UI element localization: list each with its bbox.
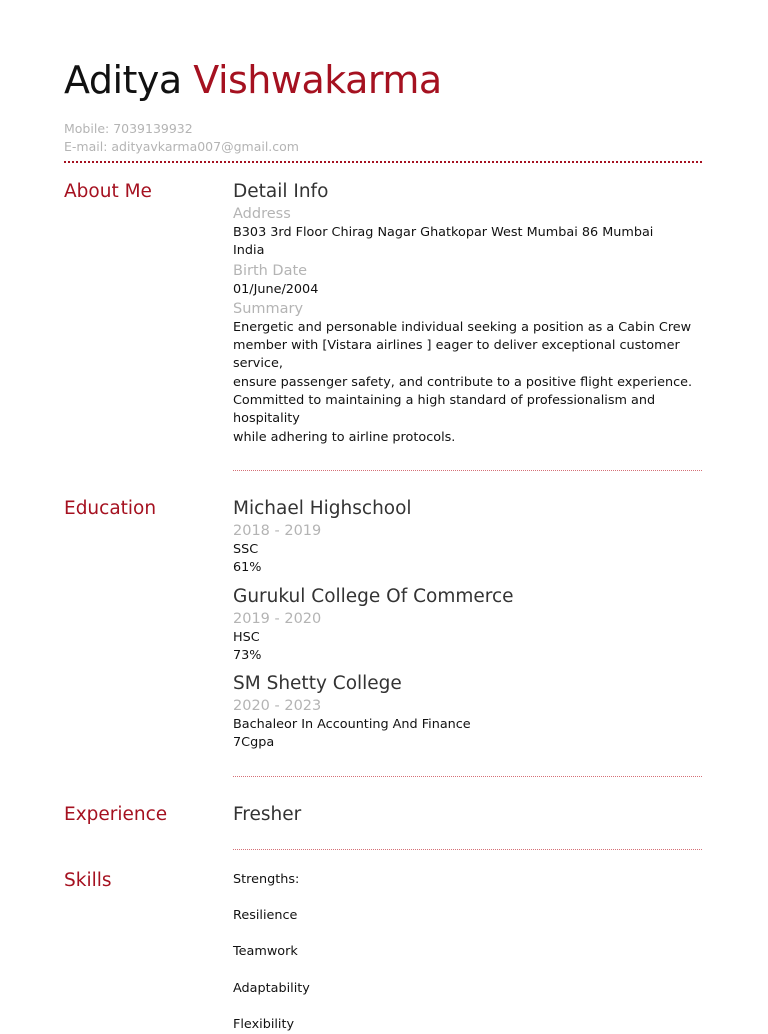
education-entry [233,497,702,578]
education-section [64,497,702,753]
mobile-number: Mobile: 7039139932 [64,121,193,136]
experience-section [64,803,702,827]
candidate-name [64,56,702,104]
about-title: About Me [64,181,152,202]
header-divider [64,161,702,163]
first-name: Aditya [64,58,182,102]
email-address: E-mail: adityavkarma007@gmail.com [64,139,299,154]
experience-divider [233,849,702,850]
skill-item: Strengths: [233,871,300,887]
summary-line: while adhering to airline protocols. [233,429,456,445]
address-line-1: B303 3rd Floor Chirag Nagar Ghatkopar West Mumbai 86 Mumbai [233,225,654,240]
school-score: 7Cgpa [233,735,275,751]
school-score: 73% [233,647,262,663]
birth-date-value: 01/June/2004 [233,281,319,297]
last-name: Vishwakarma [193,58,442,102]
skill-item: Adaptability [233,980,310,996]
school-name: Gurukul College Of Commerce [233,585,514,607]
school-qualification: HSC [233,629,260,645]
resume-page [64,56,702,1034]
experience-value: Fresher [233,803,302,825]
address-line-2: India [233,243,265,259]
summary-line: Energetic and personable individual seeking a position as a Cabin Crew [233,319,692,335]
about-divider [233,470,702,471]
detail-info-heading: Detail Info [233,181,329,202]
education-entry [233,585,702,666]
skills-body [233,869,702,1034]
summary-line: Committed to maintaining a high standard of professionalism and hospitality [233,393,656,427]
education-divider [233,776,702,777]
skill-item: Teamwork [233,944,298,960]
summary-line: ensure passenger safety, and contribute to a positive flight experience. [233,374,693,390]
skills-section [64,869,702,1034]
school-years: 2019 - 2020 [233,610,322,627]
school-name: SM Shetty College [233,673,402,695]
summary-label: Summary [233,300,304,317]
school-qualification: SSC [233,541,259,557]
experience-title: Experience [64,803,168,825]
birth-date-label: Birth Date [233,262,308,279]
school-score: 61% [233,560,262,576]
education-title: Education [64,497,157,519]
address-label: Address [233,206,291,222]
school-years: 2018 - 2019 [233,522,322,539]
skill-item: Flexibility [233,1016,295,1032]
school-years: 2020 - 2023 [233,698,322,715]
skills-title: Skills [64,869,112,891]
school-name: Michael Highschool [233,497,412,519]
skill-item: Resilience [233,908,298,924]
contact-info [64,120,702,156]
school-qualification: Bachaleor In Accounting And Finance [233,717,471,733]
education-body [233,497,702,753]
summary-line: member with [Vistara airlines ] eager to deliver exceptional customer service, [233,338,680,372]
about-section [64,180,702,447]
about-body [233,180,702,447]
education-entry [233,672,702,753]
experience-body [233,803,702,827]
